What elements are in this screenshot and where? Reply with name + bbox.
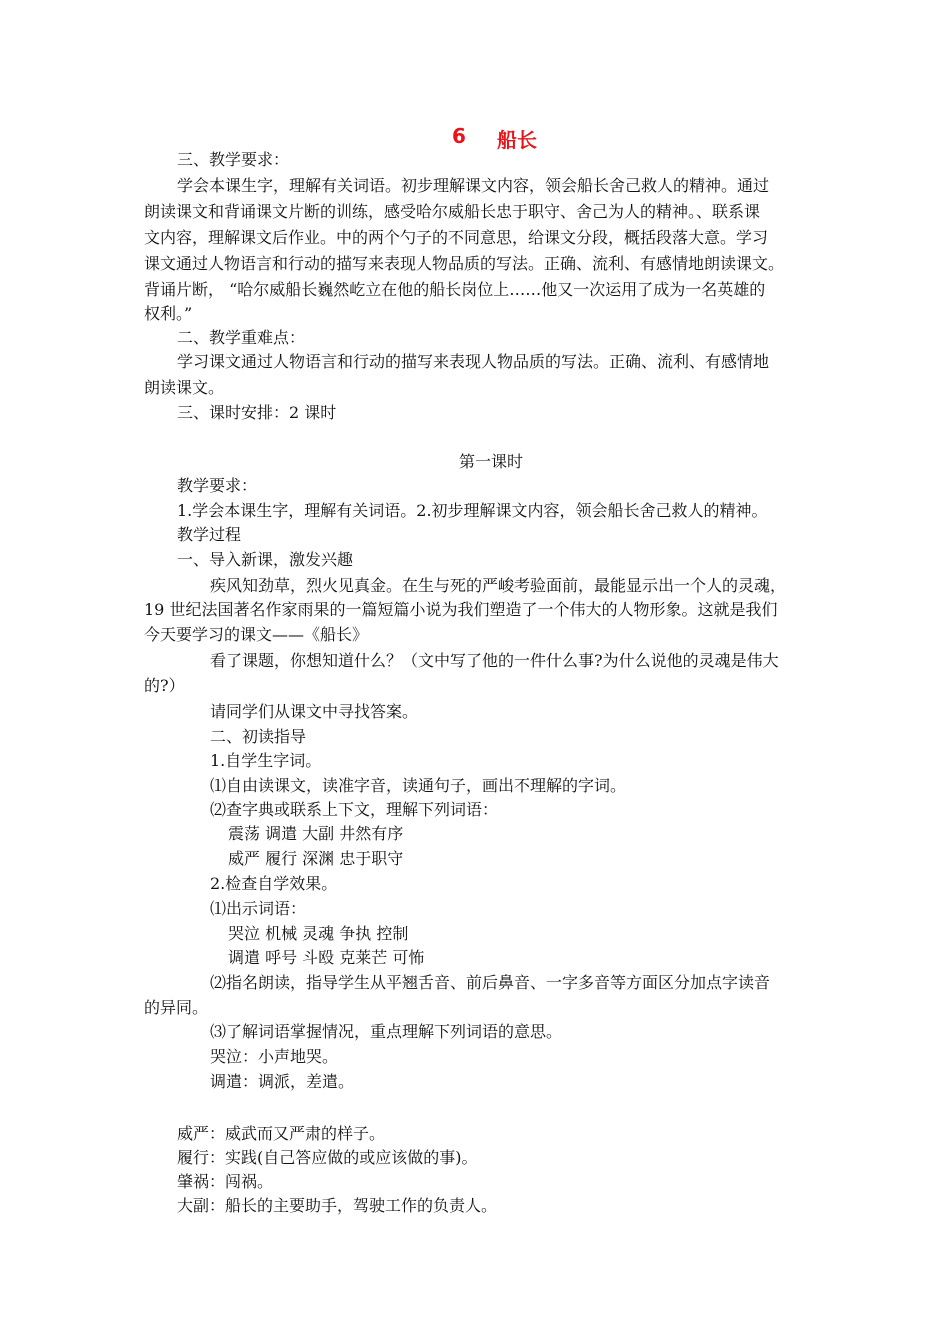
definition: 肇祸：闯祸。 bbox=[177, 1172, 274, 1191]
paragraph-line: 学会本课生字，理解有关词语。初步理解课文内容，领会船长舍己救人的精神。通过 bbox=[177, 176, 770, 195]
section-heading: 二、初读指导 bbox=[210, 727, 307, 746]
definition: 哭泣：小声地哭。 bbox=[210, 1047, 339, 1066]
paragraph-line: 课文通过人物语言和行动的描写来表现人物品质的写法。正确、流利、有感情地朗读课文。 bbox=[144, 254, 785, 273]
paragraph-line: 权利。” bbox=[144, 304, 193, 323]
paragraph-line: 背诵片断， “哈尔威船长巍然屹立在他的船长岗位上……他又一次运用了成为一名英雄的 bbox=[144, 280, 766, 299]
word-list: 调遣 呼号 斗殴 克莱芒 可怖 bbox=[228, 948, 425, 967]
list-item: 的异同。 bbox=[144, 998, 209, 1017]
paragraph-line: 疾风知劲草，烈火见真金。在生与死的严峻考验面前，最能显示出一个人的灵魂， bbox=[210, 576, 787, 595]
paragraph-line: 的?） bbox=[144, 676, 185, 695]
word-list: 哭泣 机械 灵魂 争执 控制 bbox=[228, 924, 409, 943]
list-item: ⑴自由读课文，读准字音，读通句子，画出不理解的字词。 bbox=[210, 776, 627, 795]
paragraph-line: 1.学会本课生字，理解有关词语。2.初步理解课文内容，领会船长舍己救人的精神。 bbox=[177, 501, 768, 520]
section-heading: 三、教学要求： bbox=[177, 150, 290, 169]
paragraph-line: 朗读课文。 bbox=[144, 378, 225, 397]
paragraph-line: 今天要学习的课文——《船长》 bbox=[144, 625, 369, 644]
definition: 履行：实践(自己答应做的或应该做的事)。 bbox=[177, 1148, 478, 1167]
list-item: ⑶了解词语掌握情况，重点理解下列词语的意思。 bbox=[210, 1022, 563, 1041]
paragraph-line: 朗读课文和背诵课文片断的训练，感受哈尔威船长忠于职守、舍己为人的精神。、联系课 bbox=[144, 202, 761, 221]
word-list: 威严 履行 深渊 忠于职守 bbox=[228, 849, 404, 868]
section-heading: 教学过程 bbox=[177, 525, 242, 544]
list-item: 2.检查自学效果。 bbox=[210, 874, 338, 893]
definition: 调遣：调派，差遣。 bbox=[210, 1072, 355, 1091]
list-item: ⑵查字典或联系上下文，理解下列词语： bbox=[210, 800, 499, 819]
list-item: 1.自学生字词。 bbox=[210, 751, 322, 770]
section-heading: 二、教学重难点： bbox=[177, 328, 306, 347]
paragraph-line: 19 世纪法国著名作家雨果的一篇短篇小说为我们塑造了一个伟大的人物形象。这就是我们 bbox=[144, 600, 778, 619]
lesson-number: 6 bbox=[452, 124, 466, 148]
section-heading: 三、课时安排：2 课时 bbox=[177, 403, 337, 422]
paragraph-line: 学习课文通过人物语言和行动的描写来表现人物品质的写法。正确、流利、有感情地 bbox=[177, 352, 770, 371]
definition: 威严：威武而又严肃的样子。 bbox=[177, 1124, 386, 1143]
lesson-name: 船长 bbox=[497, 128, 537, 152]
paragraph-line: 请同学们从课文中寻找答案。 bbox=[210, 702, 419, 721]
paragraph-line: 文内容，理解课文后作业。中的两个勺子的不同意思，给课文分段，概括段落大意。学习 bbox=[144, 228, 769, 247]
section-heading: 一、导入新课，激发兴趣 bbox=[177, 550, 354, 569]
paragraph-line: 看了课题，你想知道什么？（文中写了他的一件什么事?为什么说他的灵魂是伟大 bbox=[210, 651, 779, 670]
definition: 大副：船长的主要助手，驾驶工作的负责人。 bbox=[177, 1196, 498, 1215]
list-item: ⑴出示词语： bbox=[210, 899, 307, 918]
word-list: 震荡 调遣 大副 井然有序 bbox=[228, 824, 404, 843]
list-item: ⑵指名朗读，指导学生从平翘舌音、前后鼻音、一字多音等方面区分加点字读音 bbox=[210, 973, 771, 992]
section-heading: 教学要求： bbox=[177, 476, 258, 495]
lesson-period-title: 第一课时 bbox=[458, 452, 523, 471]
